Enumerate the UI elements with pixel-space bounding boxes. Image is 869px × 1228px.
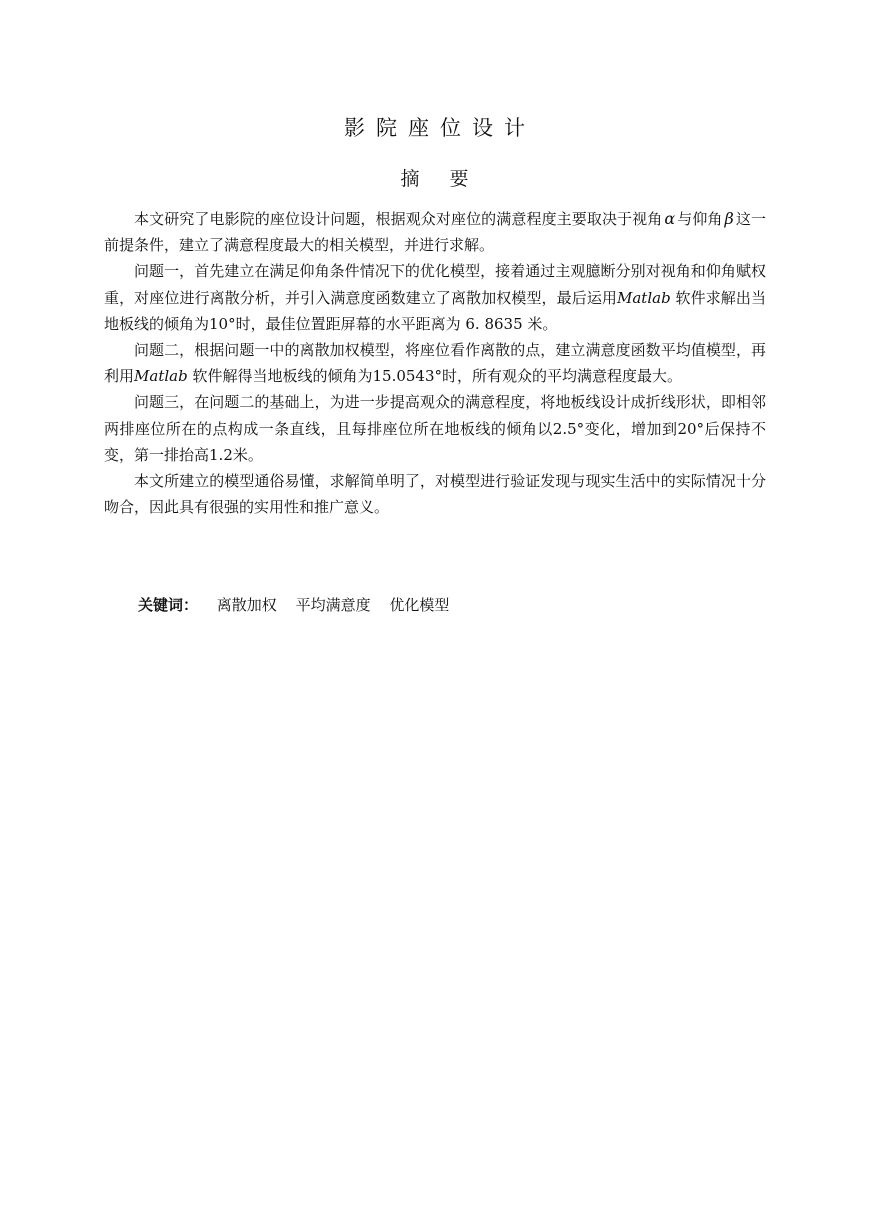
abstract-body bbox=[104, 206, 766, 520]
abstract-paragraph-2 bbox=[104, 258, 766, 337]
abstract-paragraph-4 bbox=[104, 389, 766, 468]
angle-limit-value: 20° bbox=[677, 419, 705, 438]
keywords-line bbox=[138, 594, 463, 615]
keywords-label: 关键词： bbox=[138, 596, 199, 614]
matlab-term: Matlab bbox=[617, 288, 671, 307]
angle-value: 10° bbox=[209, 314, 236, 333]
angle-value: 15.0543° bbox=[372, 367, 443, 386]
paragraph-2-text-a: 问题一，首先建立在满足仰角条件情况下的优化模型，接着通过主观臆断分别对视角和仰角赋权重，对座位进行离散分析，并引入满意度函数建立了离散加权模型，最后运用 bbox=[104, 262, 766, 307]
paragraph-2-text-c: 时，最佳位置距屏幕的水平距离为 6. 8635 米。 bbox=[235, 314, 558, 333]
paragraph-2-text-b: 软件求解出当地板线的倾角为 bbox=[104, 288, 766, 333]
paragraph-4-text-a: 问题三，在问题二的基础上，为进一步提高观众的满意程度，将地板线设计成折线形状，即相邻两排座位所在的点构成一条直线，且每排座位所在地板线的倾角以 bbox=[104, 393, 766, 438]
paragraph-3-text-c: 时，所有观众的平均满意程度最大。 bbox=[442, 367, 683, 386]
abstract-heading: 摘要 bbox=[400, 168, 499, 190]
paragraph-4-text-d: 米。 bbox=[232, 445, 263, 464]
keyword-item: 优化模型 bbox=[389, 596, 450, 614]
height-value: 1.2 bbox=[209, 445, 233, 464]
matlab-term: Matlab bbox=[134, 367, 188, 386]
keyword-item: 离散加权 bbox=[216, 596, 277, 614]
paragraph-3-text-a: 问题二，根据问题一中的离散加权模型，将座位看作离散的点，建立满意度函数平均值模型，再利用 bbox=[104, 341, 766, 386]
paragraph-1-text-c: 这一前提条件，建立了满意程度最大的相关模型，并进行求解。 bbox=[104, 210, 766, 255]
angle-step-value: 2.5° bbox=[552, 419, 585, 438]
beta-symbol: β bbox=[724, 209, 734, 228]
abstract-paragraph-1 bbox=[104, 206, 766, 258]
paragraph-3-text-b: 软件解得当地板线的倾角为 bbox=[192, 367, 373, 386]
keyword-item: 平均满意度 bbox=[295, 596, 371, 614]
abstract-paragraph-5: 本文所建立的模型通俗易懂，求解简单明了，对模型进行验证发现与现实生活中的实际情况十分吻合，因此具有很强的实用性和推广意义。 bbox=[104, 472, 766, 517]
abstract-paragraph-3 bbox=[104, 337, 766, 389]
paragraph-1-text-b: 与仰角 bbox=[677, 210, 723, 228]
paragraph-4-text-b: 变化，增加到 bbox=[584, 419, 678, 438]
document-title: 影院座位设计 bbox=[344, 116, 536, 140]
paragraph-1-text-a: 本文研究了电影院的座位设计问题，根据观众对座位的满意程度主要取决于视角 bbox=[134, 210, 663, 228]
alpha-symbol: α bbox=[664, 209, 676, 228]
paragraph-4-text-c: 后保持不变，第一排抬高 bbox=[104, 419, 766, 464]
